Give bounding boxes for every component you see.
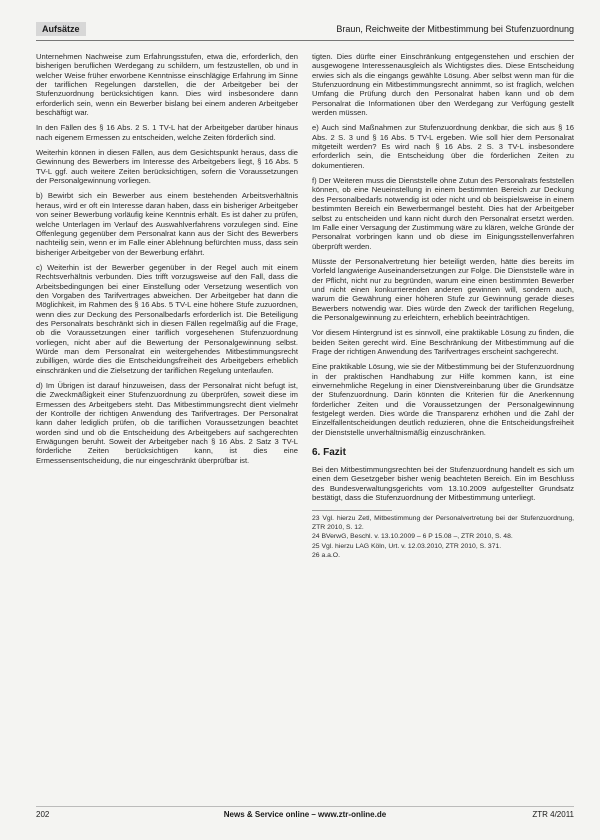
- footnote: 24 BVerwG, Beschl. v. 13.10.2009 – 6 P 15.08 –, ZTR 2010, S. 48.: [312, 533, 513, 541]
- left-column: [36, 52, 298, 796]
- paragraph: Vor diesem Hintergrund ist es sinnvoll, eine praktikable Lösung zu finden, die beiden Seiten gerecht wird. Eine Beschränkung der Mitbestimmung auf die Frage der richtigen Anwendung des Tarifvertrages erscheint sachgerecht.: [312, 328, 574, 356]
- paragraph-fazit: Bei den Mitbestimmungsrechten bei der Stufenzuordnung handelt es sich um einen dem Gesetzgeber bisher wenig beachteten Bereich. Ein im Beschluss des Bundesverwaltungsgerichts vom 13.10.2009 aufgestellter Grundsatz bestätigt, dass die Stufenzuordnung der Mitbestimmung unterliegt.: [312, 465, 574, 503]
- page-header: [36, 22, 574, 41]
- footnote: 25 Vgl. hierzu LAG Köln, Urt. v. 12.03.2010, ZTR 2010, S. 371.: [312, 542, 502, 550]
- paragraph: Unternehmen Nachweise zum Erfahrungsstufen, etwa die, erforderlich, den bisherigen beruflichen Werdegang zu schildern, um festzustellen, ob und in welcher Weise früher erworbene Kenntnisse einschlägige Erfahrung im Sinne der tariflichen Regelungen darstellen, die der Arbeitgeber bei der Stufenzuordnung berücksichtigen kann. Dies wird insbesondere dann erforderlich sein, wenn ein Bewerber bislang bei einem anderen Arbeitgeber beschäftigt war.: [36, 52, 298, 118]
- page-number: 202: [36, 810, 50, 819]
- journal-issue: ZTR 4/2011: [532, 810, 574, 819]
- paragraph: c) Weiterhin ist der Bewerber gegenüber in der Regel auch mit einem Rechtsverhältnis verbunden. Dies trifft vorzugsweise auf den Fall, dass die Arbeitsbedingungen bei einer Einstellung oder Versetzung wesentlich von den Vorgaben des Tarifvertrages abweichen. Der Arbeitgeber hat dann die Möglichkeit, im Rahmen des § 16 Abs. 5 TV-L eine höhere Stufe zuzuordnen, wenn dies zur Deckung des Personalbedarfs erforderlich ist. Die Beteiligung des Personalrats beschränkt sich in diesen Fällen regelmäßig auf die Frage, ob die Voraussetzungen einer tariflich vorgesehenen Stufenzuordnung vorliegen, nicht aber auf die Bewertung der Personalgewinnung selbst. Würde man dem Personalrat ein weitergehendes Mitbestimmungsrecht zubilligen, würde dies die Entscheidungsfreiheit des Arbeitgebers erheblich einschränken und die Zielsetzung der tariflichen Regelung unterlaufen.: [36, 262, 298, 375]
- paragraph: In den Fällen des § 16 Abs. 2 S. 1 TV-L hat der Arbeitgeber darüber hinaus nach eigenem Ermessen zu entscheiden, welche Zeiten förderlich sind.: [36, 123, 298, 142]
- footnote: 23 Vgl. hierzu Zetl, Mitbestimmung der Personalvertretung bei der Stufenzuordnung, ZTR 2010, S. 12.: [312, 515, 574, 531]
- section-heading-fazit: 6. Fazit: [312, 447, 346, 459]
- paragraph: Eine praktikable Lösung, wie sie der Mitbestimmung bei der Stufenzuordnung in der praktischen Handhabung zur Hilfe kommen kann, ist eine einvernehmliche Regelung in einer Dienstvereinbarung über die Grundsätze der Stufenzuordnung. Darin könnten die Kriterien für die Anerkennung förderlicher Zeiten und die Voraussetzungen der Personalgewinnung festgelegt werden. Dies würde die Transparenz erhöhen und die Zahl der Einzelfallentscheidungen deutlich reduzieren, ohne die Entscheidungsfreiheit der Dienststelle unverhältnismäßig einzuschränken.: [312, 362, 574, 437]
- running-title: Braun, Reichweite der Mitbestimmung bei Stufenzuordnung: [336, 24, 574, 34]
- paragraph: tigten. Dies dürfte einer Einschränkung entgegenstehen und erschien der ausgewogene Interessenausgleich als Wichtigstes dies. Diese Entscheidung erwies sich als die eingangs gewählte Lösung. Aber selbst wenn man für die Stufenzuordnung ein Mitbestimmungsrecht annimmt, so ist fraglich, welchen Umfang die Prüfung durch den Personalrat haben kann und ob dem Personalrat die Informationen über den Werdegang zur Verfügung gestellt werden müssen.: [312, 52, 574, 118]
- paragraph: Weiterhin können in diesen Fällen, aus dem Gesichtspunkt heraus, dass die Gewinnung des Bewerbers im Interesse des Arbeitgebers liegt, § 16 Abs. 5 TV-L ggf. auch weitere Zeiten berücksichtigen, sofern die Voraussetzungen der Personalgewinnung vorliegen.: [36, 148, 298, 186]
- right-column: [312, 52, 574, 796]
- page-footer: [36, 806, 574, 821]
- paragraph: e) Auch sind Maßnahmen zur Stufenzuordnung denkbar, die sich aus § 16 Abs. 2 S. 3 und § 16 Abs. 5 TV-L ergeben. Wie soll hier dem Personalrat mitgeteilt werden? Es wird nach § 16 Abs. 2 S. 3 TV-L insbesondere erforderlich sein, die Entscheidung über die förderlichen Zeiten zu dokumentieren.: [312, 123, 574, 170]
- paragraph: f) Der Weiteren muss die Dienststelle ohne Zutun des Personalrats feststellen können, ob eine Neueinstellung in einem bestimmten Bereich zur Deckung des Personalbedarfs notwendig ist oder nicht und ob beispielsweise in einem bestimmten Bereich ein Bewerbermangel besteht. Dies hat der Arbeitgeber selbst zu entscheiden und kann nicht durch den Personalrat ersetzt werden. Im Falle einer Versagung der Zustimmung wäre zu klären, welche Gründe der Personalrat vorbringen kann und ob diese im Einigungsstellenverfahren überprüft werden.: [312, 176, 574, 251]
- footnote-divider: [312, 510, 392, 511]
- footnotes: [312, 515, 574, 560]
- section-tag: Aufsätze: [36, 22, 86, 36]
- paragraph: d) Im Übrigen ist darauf hinzuweisen, dass der Personalrat nicht befugt ist, die Zweckmäßigkeit einer Stufenzuordnung zu überprüfen, soweit diese im Ermessen des Arbeitgebers steht. Das Mitbestimmungsrecht dient vielmehr der Kontrolle der richtigen Anwendung des Tarifvertrages. Der Personalrat kann daher lediglich prüfen, ob die tariflichen Voraussetzungen beachtet worden sind und ob die Entscheidung des Arbeitgebers auf sachgerechten Erwägungen beruht. Soweit der Arbeitgeber nach § 16 Abs. 2 Satz 3 TV-L förderliche Zeiten berücksichtigen kann, ist dies eine Ermessensentscheidung, die nur eingeschränkt überprüfbar ist.: [36, 381, 298, 465]
- paragraph: Müsste der Personalvertretung hier beteiligt werden, hätte dies bereits im Vorfeld langwierige Auseinandersetzungen zur Folge. Die Dienststelle wäre in der Pflicht, nicht nur zu begründen, warum eine einen bestimmten Bewerber und nicht einen konkurrierenden anderen gewinnen will, sondern auch, warum die Gewährung einer höheren Stufe zur Gewinnung gerade dieses Bewerbers notwendig war. Dies würde den Zweck der tariflichen Regelung, die Personalgewinnung zu erleichtern, erheblich beeinträchtigen.: [312, 256, 574, 322]
- paragraph: b) Bewirbt sich ein Bewerber aus einem bestehenden Arbeitsverhältnis heraus, wird er oft ein Interesse daran haben, dass ein bisheriger Arbeitgeber von seiner Bewerbung vorläufig keine Kenntnis erhält. Es ist daher zu prüfen, welche Unterlagen im Verlauf des Auswahlverfahrens vorzulegen sind. Eine Offenlegung gegenüber dem Personalrat kann aus der Sicht des Bewerbers nachteilig sein, wenn er im Falle einer Ablehnung befürchten muss, dass sein bisheriger Arbeitgeber von der Bewerbung erfährt.: [36, 191, 298, 257]
- footnote: 26 a.a.O.: [312, 552, 340, 560]
- footer-url-line: News & Service online – www.ztr-online.de: [223, 810, 387, 819]
